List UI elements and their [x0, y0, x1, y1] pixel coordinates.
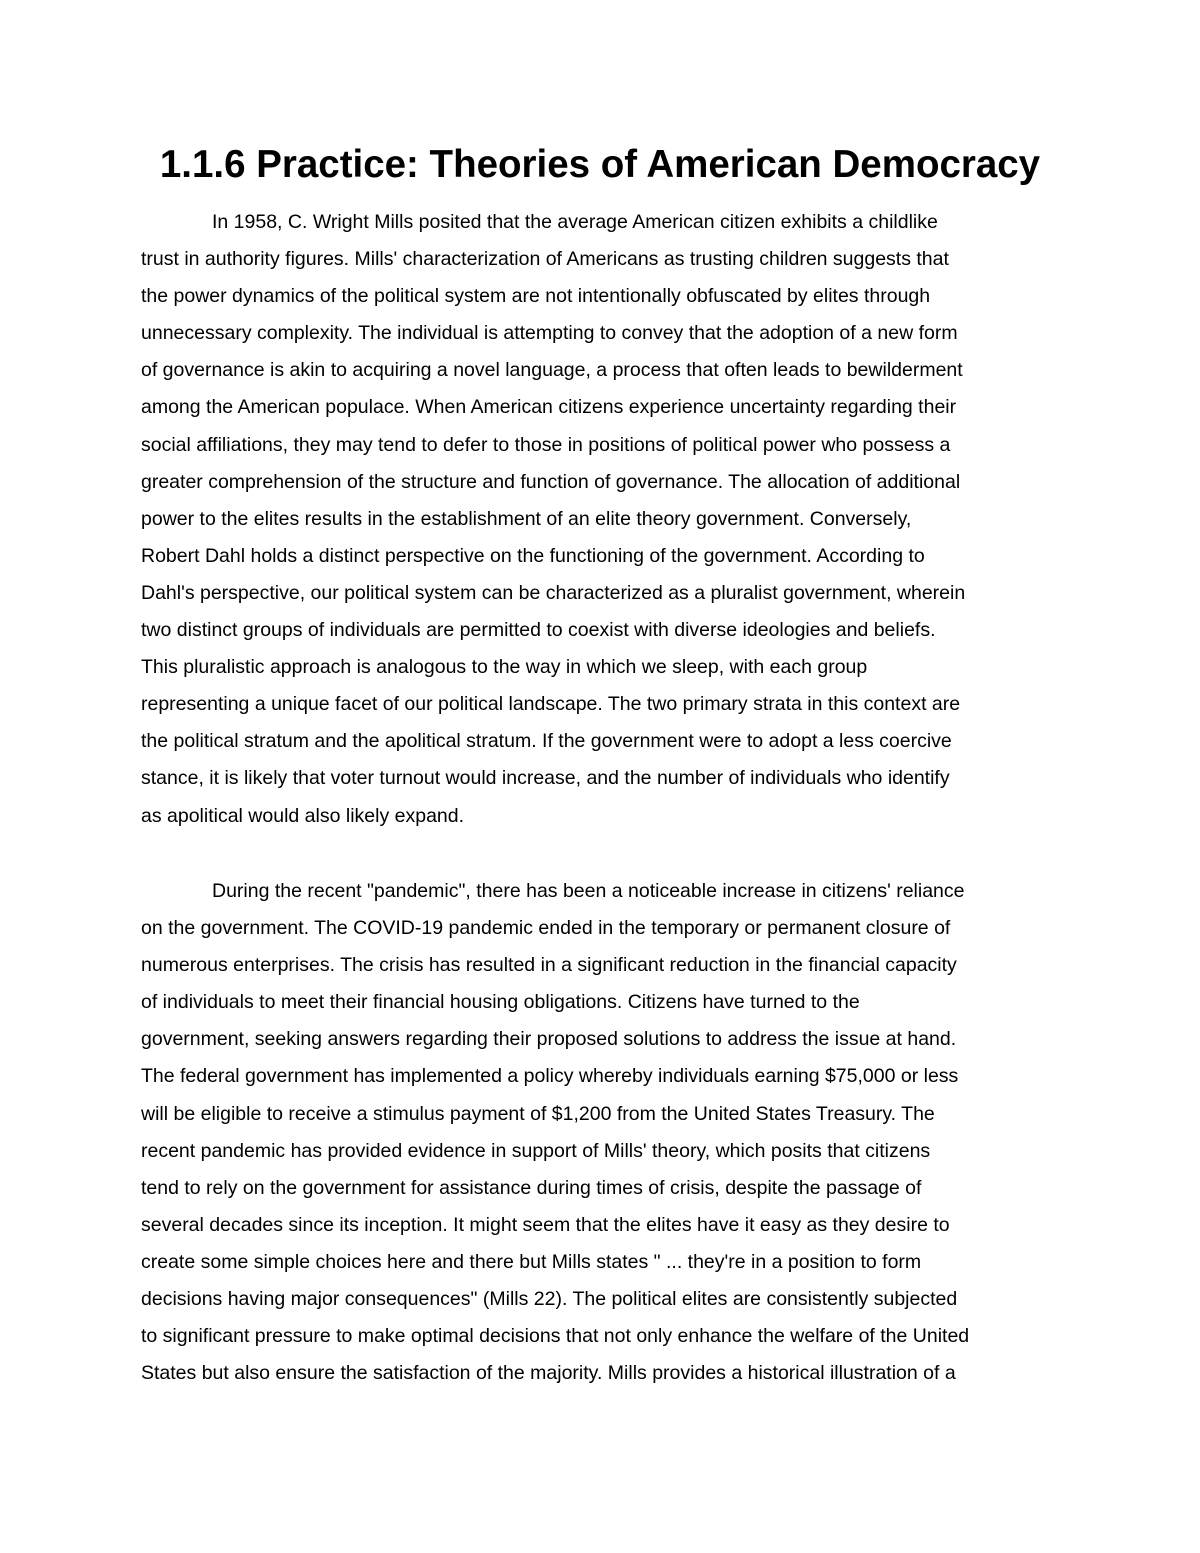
text-line: as apolitical would also likely expand.: [141, 804, 465, 827]
text-line: stance, it is likely that voter turnout would increase, and the number of individuals who identify: [141, 767, 950, 790]
text-line: representing a unique facet of our political landscape. The two primary strata in this context are: [141, 693, 961, 716]
text-line: will be eligible to receive a stimulus payment of $1,200 from the United States Treasury. The: [141, 1102, 935, 1125]
text-line: the political stratum and the apolitical stratum. If the government were to adopt a less coercive: [141, 730, 952, 753]
text-line: power to the elites results in the establishment of an elite theory government. Conversely,: [141, 507, 912, 530]
text-line: create some simple choices here and there but Mills states " ... they're in a position to form: [141, 1250, 922, 1273]
text-line: Dahl's perspective, our political system can be characterized as a pluralist government, wherein: [141, 581, 966, 604]
text-line: of individuals to meet their financial housing obligations. Citizens have turned to the: [141, 991, 860, 1014]
text-line: social affiliations, they may tend to defer to those in positions of political power who possess a: [141, 433, 951, 456]
text-line: trust in authority figures. Mills' characterization of Americans as trusting children suggests that: [141, 248, 949, 271]
text-line: The federal government has implemented a policy whereby individuals earning $75,000 or less: [141, 1065, 959, 1088]
text-line: the power dynamics of the political system are not intentionally obfuscated by elites through: [141, 285, 931, 308]
text-line: decisions having major consequences" (Mills 22). The political elites are consistently subjected: [141, 1288, 958, 1311]
text-line: unnecessary complexity. The individual is attempting to convey that the adoption of a new form: [141, 322, 958, 345]
text-line: several decades since its inception. It might seem that the elites have it easy as they desire to: [141, 1213, 950, 1236]
text-line: During the recent "pandemic", there has been a noticeable increase in citizens' reliance: [212, 880, 965, 902]
paragraph-2: [141, 873, 1066, 1392]
text-line: recent pandemic has provided evidence in support of Mills' theory, which posits that citizens: [141, 1139, 931, 1162]
text-line: two distinct groups of individuals are permitted to coexist with diverse ideologies and beliefs.: [141, 619, 936, 642]
text-line: greater comprehension of the structure and function of governance. The allocation of additional: [141, 470, 961, 493]
text-line: In 1958, C. Wright Mills posited that the average American citizen exhibits a childlike: [212, 211, 938, 233]
paragraph-1: [141, 204, 1066, 835]
text-line: on the government. The COVID-19 pandemic ended in the temporary or permanent closure of: [141, 917, 951, 940]
text-line: among the American populace. When American citizens experience uncertainty regarding their: [141, 396, 957, 419]
text-line: States but also ensure the satisfaction of the majority. Mills provides a historical illustration of a: [141, 1362, 956, 1385]
text-line: government, seeking answers regarding their proposed solutions to address the issue at hand.: [141, 1028, 957, 1051]
text-line: of governance is akin to acquiring a novel language, a process that often leads to bewilderment: [141, 359, 963, 382]
text-line: to significant pressure to make optimal decisions that not only enhance the welfare of the United: [141, 1325, 970, 1348]
text-line: This pluralistic approach is analogous to the way in which we sleep, with each group: [141, 656, 868, 679]
text-line: tend to rely on the government for assistance during times of crisis, despite the passage of: [141, 1176, 922, 1199]
text-line: Robert Dahl holds a distinct perspective on the functioning of the government. According to: [141, 544, 925, 567]
text-line: numerous enterprises. The crisis has resulted in a significant reduction in the financial capacity: [141, 954, 957, 977]
page-title: 1.1.6 Practice: Theories of American Democracy: [159, 143, 1041, 186]
